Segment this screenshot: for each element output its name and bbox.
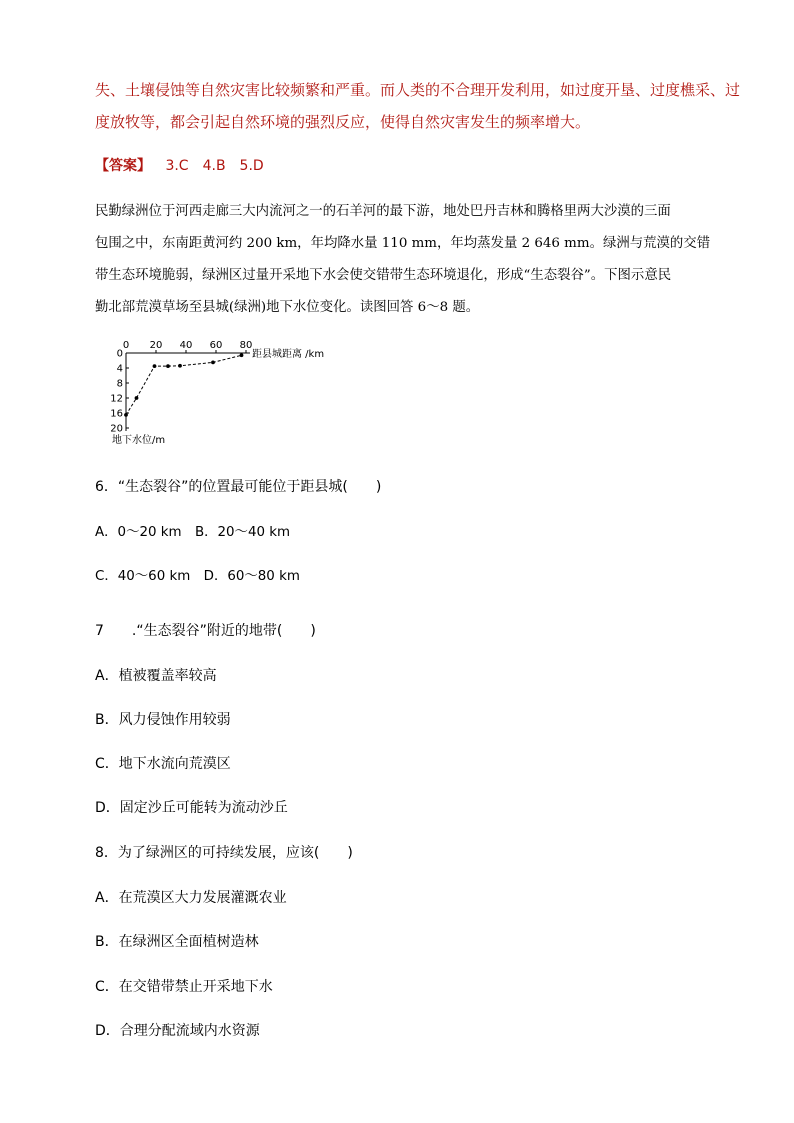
y-axis-label: 地下水位/m: [112, 435, 166, 446]
q7-option-b: B．风力侵蚀作用较弱: [95, 712, 231, 728]
data-point: [211, 360, 215, 364]
y-tick-label: 0: [116, 348, 123, 360]
answer-label: 【答案】: [95, 158, 151, 174]
data-point: [124, 413, 128, 417]
q8-option-c: C．在交错带禁止开采地下水: [95, 979, 273, 995]
series-line: [126, 355, 242, 415]
q7-option-a: A．植被覆盖率较高: [95, 668, 217, 684]
passage-line-3: 带生态环境脆弱，绿洲区过量开采地下水会使交错带生态环境退化，形成“生态裂谷”。下图示意民: [95, 268, 672, 283]
series-point-group: [124, 353, 243, 416]
q7-option-c: C．地下水流向荒漠区: [95, 756, 231, 772]
q7-option-d: D．固定沙丘可能转为流动沙丘: [95, 800, 288, 816]
q6-options-cd: C．40～60 km D．60～80 km: [95, 569, 300, 584]
x-tick-label: 60: [209, 340, 223, 351]
q8-option-d: D．合理分配流域内水资源: [95, 1023, 260, 1039]
intro-line-1: 失、土壤侵蚀等自然灾害比较频繁和严重。而人类的不合理开发利用，如过度开垦、过度樵采、过: [95, 81, 741, 99]
y-tick-label: 20: [110, 423, 123, 435]
y-tick-label: 4: [116, 363, 123, 375]
y-tick-label: 16: [110, 408, 123, 420]
groundwater-chart: [100, 336, 350, 448]
q7-stem: 7 .“生态裂谷”附近的地带( ): [95, 623, 316, 639]
x-tick-label: 40: [179, 340, 193, 351]
data-point: [135, 396, 139, 400]
y-tick-label: 12: [110, 393, 123, 405]
q8-option-b: B．在绿洲区全面植树造林: [95, 934, 259, 950]
answer-row: [95, 155, 264, 175]
data-point: [153, 364, 157, 368]
passage-line-4: 勤北部荒漠草场至县城(绿洲)地下水位变化。读图回答 6～8 题。: [95, 300, 480, 315]
data-point: [178, 364, 182, 368]
data-point: [240, 353, 244, 357]
x-tick-label: 80: [239, 340, 253, 351]
x-axis-label: 距县城距离 /km: [252, 349, 325, 360]
intro-line-2: 度放牧等，都会引起自然环境的强烈反应，使得自然灾害发生的频率增大。: [95, 113, 591, 131]
x-tick-label: 20: [149, 340, 163, 351]
answer-value: 3.C 4.B 5.D: [165, 158, 264, 174]
q6-options-ab: A．0～20 km B．20～40 km: [95, 525, 291, 540]
passage-line-1: 民勤绿洲位于河西走廊三大内流河之一的石羊河的最下游，地处巴丹吉林和腾格里两大沙漠的三面: [95, 204, 671, 219]
q8-option-a: A．在荒漠区大力发展灌溉农业: [95, 890, 287, 906]
y-tick-label: 8: [116, 378, 123, 390]
data-point: [166, 364, 170, 368]
passage-line-2: 包围之中，东南距黄河约 200 km，年均降水量 110 mm，年均蒸发量 2 646 mm。绿洲与荒漠的交错: [95, 236, 711, 251]
q8-stem: 8．为了绿洲区的可持续发展，应该( ): [95, 845, 353, 861]
q6-stem: 6．“生态裂谷”的位置最可能位于距县城( ): [95, 479, 382, 495]
x-tick-label: 0: [122, 340, 130, 351]
x-tick-group: [123, 340, 253, 353]
